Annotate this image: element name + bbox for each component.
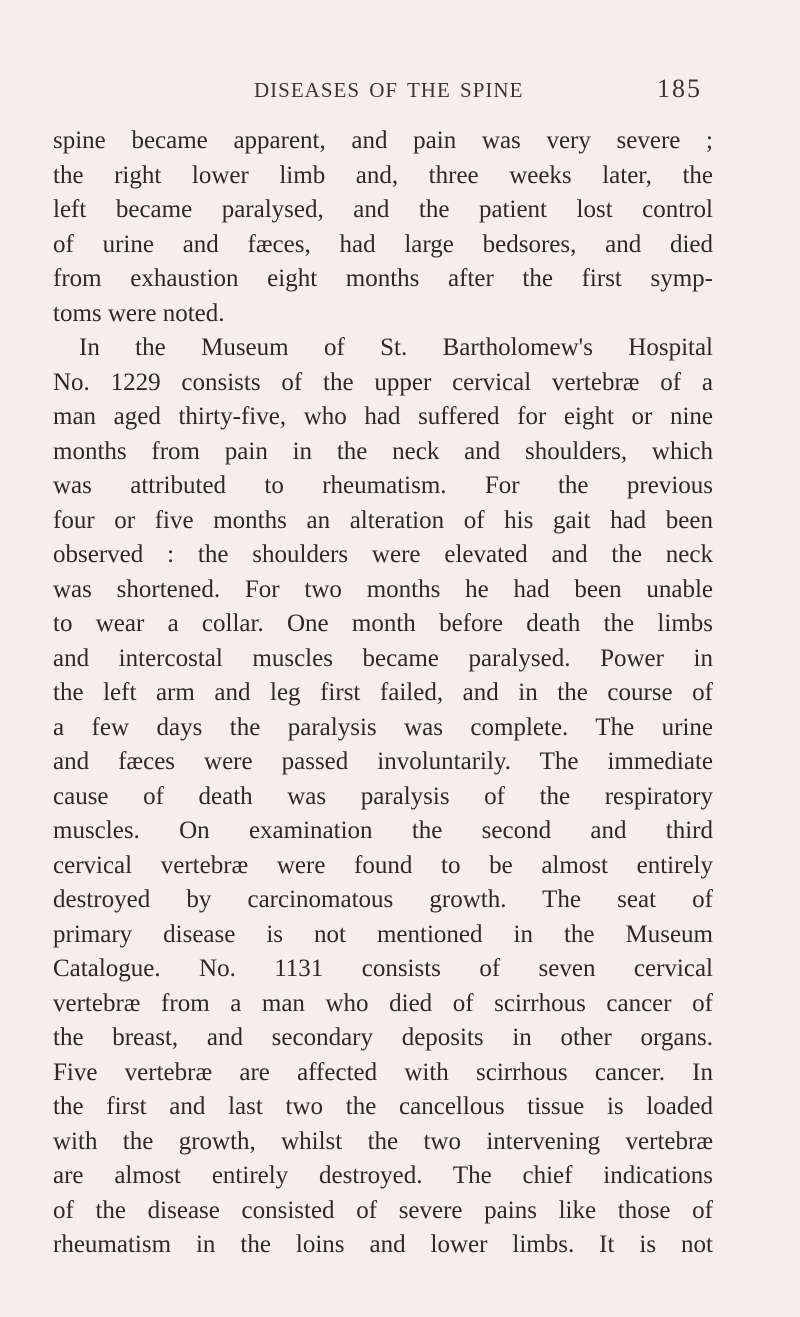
running-head (0, 74, 800, 114)
text-line: and fæces were passed involuntarily. The immediate (53, 748, 713, 775)
text-line: of urine and fæces, had large bedsores, and died (53, 230, 713, 258)
text-line: of the disease consisted of severe pains like those of (53, 1196, 713, 1224)
text-line: the right lower limb and, three weeks later, the (53, 161, 713, 189)
text-line: man aged thirty-five, who had suffered for eight or nine (53, 403, 713, 430)
text-line: four or five months an alteration of his gait had been (53, 506, 713, 534)
page-number: 185 (657, 74, 702, 103)
text-line: primary disease is not mentioned in the Museum (53, 920, 713, 948)
text-line: muscles. On examination the second and third (53, 817, 713, 844)
text-line: cause of death was paralysis of the respiratory (53, 782, 713, 810)
text-line: No. 1229 consists of the upper cervical vertebræ of a (53, 368, 713, 396)
text-line: months from pain in the neck and shoulders, which (53, 437, 713, 465)
text-line: and intercostal muscles became paralysed. Power in (53, 644, 713, 672)
text-line: In the Museum of St. Bartholomew's Hospital (79, 334, 713, 361)
text-line: Catalogue. No. 1131 consists of seven cervical (53, 955, 713, 982)
text-line: vertebræ from a man who died of scirrhous cancer of (53, 989, 713, 1017)
text-line: a few days the paralysis was complete. The urine (53, 713, 713, 741)
text-line: was attributed to rheumatism. For the previous (53, 472, 713, 499)
text-line: cervical vertebræ were found to be almost entirely (53, 851, 713, 879)
text-line: left became paralysed, and the patient lost control (53, 196, 713, 223)
text-line: with the growth, whilst the two intervening vertebræ (53, 1127, 713, 1155)
text-line: to wear a collar. One month before death the limbs (53, 610, 713, 637)
running-title: DISEASES OF THE SPINE (254, 78, 524, 102)
text-line: rheumatism in the loins and lower limbs. It is not (53, 1231, 713, 1258)
text-line: from exhaustion eight months after the first symp- (53, 265, 713, 292)
text-line: the first and last two the cancellous tissue is loaded (53, 1093, 713, 1120)
text-line: spine became apparent, and pain was very severe ; (53, 127, 713, 154)
text-line: was shortened. For two months he had been unable (53, 575, 713, 603)
text-line: are almost entirely destroyed. The chief indications (53, 1162, 713, 1189)
text-line: toms were noted. (53, 299, 225, 327)
text-line: Five vertebræ are affected with scirrhous cancer. In (53, 1058, 713, 1086)
text-line: observed : the shoulders were elevated and the neck (53, 541, 713, 568)
body-text (53, 124, 713, 1263)
text-line: destroyed by carcinomatous growth. The seat of (53, 886, 713, 913)
text-line: the left arm and leg first failed, and in the course of (53, 679, 713, 706)
text-line: the breast, and secondary deposits in other organs. (53, 1024, 713, 1051)
